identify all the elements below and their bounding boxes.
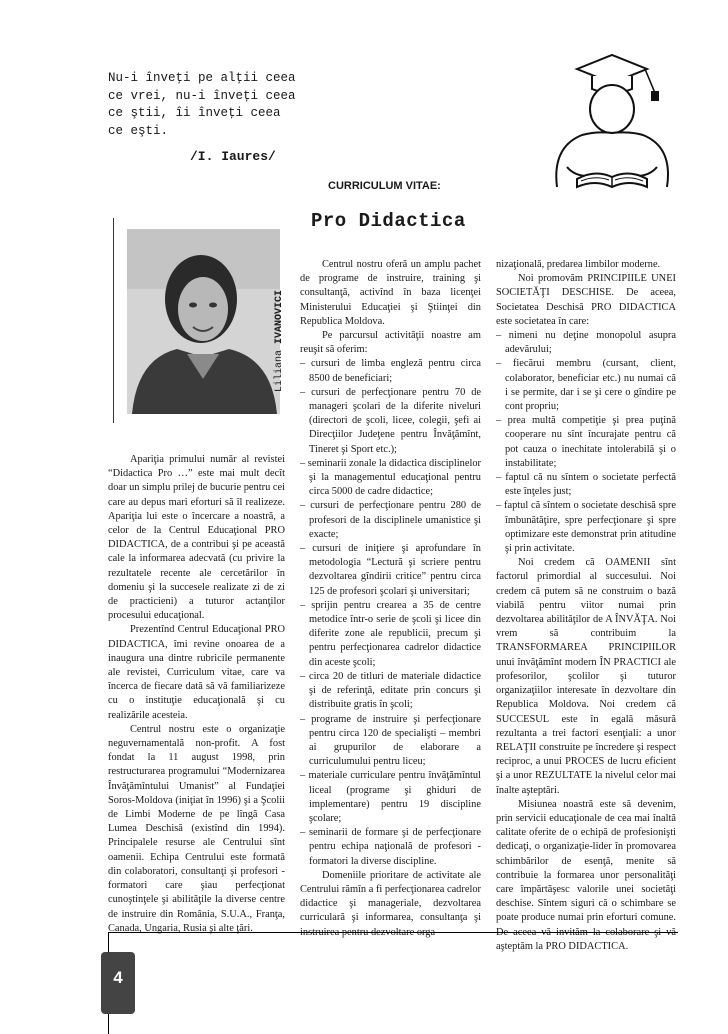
paragraph: Misiunea noastră este să devenim, prin servicii educaţionale de cea mai înaltă calitate oferite de o echipă de profesionişti dedicaţi, o organizaţie-lider în promovarea schimbărilor de esenţă, menite să contribuie la formarea unor personalităţi care împărtăşesc valorile unei societăţi deschise. Sîntem siguri că o schimbare se poate produce numai prin eforturi comune. De aceea vă invităm la colaborare şi vă aşteptăm la PRO DIDACTICA. xyxy=(496,798,676,952)
photo-credit xyxy=(274,290,285,392)
paragraph: – cursuri de perfecţionare pentru 280 de profesori de la disciplinele umanistice şi exacte; xyxy=(300,500,481,540)
graduate-reading-illustration xyxy=(537,47,687,202)
epigraph-quote: Nu-i înveţi pe alţii ceea ce vrei, nu-i înveţi ceea ce ştii, îi înveţi ceea ce eşti. xyxy=(108,71,296,138)
paragraph: – cursuri de iniţiere şi aprofundare în metodologia “Lectură şi scriere pentru dezvoltarea gîndirii critice” pentru circa 125 de profesori şcolari şi universitari; xyxy=(300,543,481,597)
paragraph: – programe de instruire şi perfecţionare pentru circa 120 de specialişti – membri ai grupurilor de elaborare a curriculumului pentru liceu; xyxy=(300,713,481,768)
paragraph: Apariţia primului număr al revistei “Didactica Pro …” este mai mult decît doar un simplu prilej de bucurie pentru cei care au depus mari eforturi să îl realizeze. Apariţia lui este o încercare a noastră, a celor de la Centrul Educaţional PRO DIDACTICA, de a contribui şi pe această cale la informarea adecvată (cu privire la rezultatele recente ale cercetărilor în domeniu şi la succesele realizate zi de zi de practicieni) a tuturor actanţilor procesului educaţional. xyxy=(108,454,285,622)
paragraph: – sprijin pentru crearea a 35 de centre metodice într-o serie de şcoli şi licee din diferite zone ale republicii, precum şi pentru perfecţionarea cadrelor didactice din aceste şcoli; xyxy=(300,599,481,668)
paragraph: Pe parcursul activităţii noastre am reuşit să oferim: xyxy=(300,330,481,356)
paragraph: – circa 20 de titluri de materiale didactice şi de referinţă, editate prin concurs şi distribuite gratis în şcoli; xyxy=(300,670,481,711)
paragraph: – cursuri de perfecţionare pentru 70 de manageri şcolari de la diferite niveluri (directori de şcoli, licee, colegii, şefi ai Direcţiilor Judeţene pentru Învăţămînt, Tineret şi Sport etc.); xyxy=(300,386,481,455)
paragraph: – faptul că nu sîntem o societate perfectă este înţeles just; xyxy=(496,472,676,498)
author-portrait-photo xyxy=(127,229,280,414)
bottom-rule xyxy=(108,932,678,933)
article-title: Pro Didactica xyxy=(311,210,466,232)
paragraph: Prezentînd Centrul Educaţional PRO DIDACTICA, îmi revine onoarea de a inaugura una dintre rubricile permanente ale revistei, Curriculum vitae, care va încerca de fiecare dată să vă familiarizeze cu o instituţie educaţională şi cu realizările acesteia. xyxy=(108,624,285,721)
paragraph: – seminarii de formare şi de perfecţionare pentru echipa naţională de profesori - formatori la diverse discipline. xyxy=(300,827,481,867)
paragraph: – cursuri de limba engleză pentru circa 8500 de beneficiari; xyxy=(300,358,481,384)
section-label: CURRICULUM VITAE: xyxy=(328,180,441,192)
article-column-1 xyxy=(108,453,285,936)
credit-last-name: IVANOVICI xyxy=(274,289,285,344)
credit-first-name: Liliana xyxy=(274,349,285,392)
paragraph: – seminarii zonale la didactica disciplinelor şi la managementul educaţional pentru circa 5000 de cadre didactice; xyxy=(300,457,481,498)
paragraph: Noi credem că OAMENII sînt factorul primordial al succesului. Noi credem că putem să ne construim o bază viabilă pentru viitor numai prin dezvoltarea abilităţilor de A ÎNVĂŢA. Noi vrem să contribuim la TRANSFORMAREA PRINCIPIILOR unui învăţămînt modern ÎN PRACTICI ale profesorilor, şcolilor şi tuturor organizaţiilor interesate în dezvoltare din Republica Moldova. Noi credem că SUCCESUL este în egală măsură rezultanta a trei factori esenţiali: a unor RELAŢII construite pe încredere şi respect reciproc, a unui PROCES de lucru eficient şi a unor REZULTATE la nivelul celor mai înalte aşteptări. xyxy=(496,557,676,796)
paragraph: – faptul că sîntem o societate deschisă spre îmbunătăţire, spre perfecţionare şi spre optimizare este demonstrat prin atitudine şi prin activitate. xyxy=(496,500,676,555)
paragraph: – nimeni nu deţine monopolul asupra adevărului; xyxy=(496,330,676,356)
epigraph-author: /I. Iaures/ xyxy=(190,149,276,164)
page-number: 4 xyxy=(113,968,123,987)
paragraph: – materiale curriculare pentru învăţămîntul liceal (programe şi ghiduri de implementare) pentru 19 discipline şcolare; xyxy=(300,770,481,824)
paragraph: – fiecărui membru (cursant, client, colaborator, beneficiar etc.) nu numai că i se permite, dar i se şi cere o gîndire pe cont propriu; xyxy=(496,358,676,413)
paragraph: – prea multă competiţie şi prea puţină cooperare nu sînt încurajate pentru că pot cauza o inechitate intolerabilă şi o instabilitate; xyxy=(496,415,676,469)
article-column-3 xyxy=(496,258,676,954)
paragraph: Domeniile prioritare de activitate ale Centrului rămîn a fi perfecţionarea cadrelor didactice şi manageriale, dezvoltarea curriculară şi informarea, consultanţa şi instruirea pentru dezvoltare orga- xyxy=(300,869,481,938)
paragraph: Centrul nostru este o organizaţie neguvernamentală non-profit. A fost fondat la 11 august 1998, prin restructurarea programului “Modernizarea Învăţămîntului Umanist” al Fundaţiei Soros-Moldova (iniţiat în 1996) şi a Şcolii de Limbi Moderne de pe lîngă Casa Lumea Deschisă (existînd din 1994). Principalele resurse ale Centrului sînt oamenii. Echipa Centrului este formată din colaboratori, consultanţi şi profesori - formatori care şiau perfecţionat cunoştinţele şi abilităţile la diverse centre de instruire din România, S.U.A., Franţa, Canada, Ungaria, Rusia şi alte ţări. xyxy=(108,723,285,934)
paragraph: Centrul nostru oferă un amplu pachet de programe de instruire, training şi consultanţă, activînd în baza licenţei Ministerului Educaţiei şi Ştiinţei din Republica Moldova. xyxy=(300,259,481,327)
paragraph: nizaţională, predarea limbilor moderne. xyxy=(496,259,661,270)
article-column-2 xyxy=(300,258,481,940)
paragraph: Noi promovăm PRINCIPIILE UNEI SOCIETĂŢI DESCHISE. De aceea, Societatea Deschisă PRO DIDACTICA este societatea în care: xyxy=(496,273,676,327)
